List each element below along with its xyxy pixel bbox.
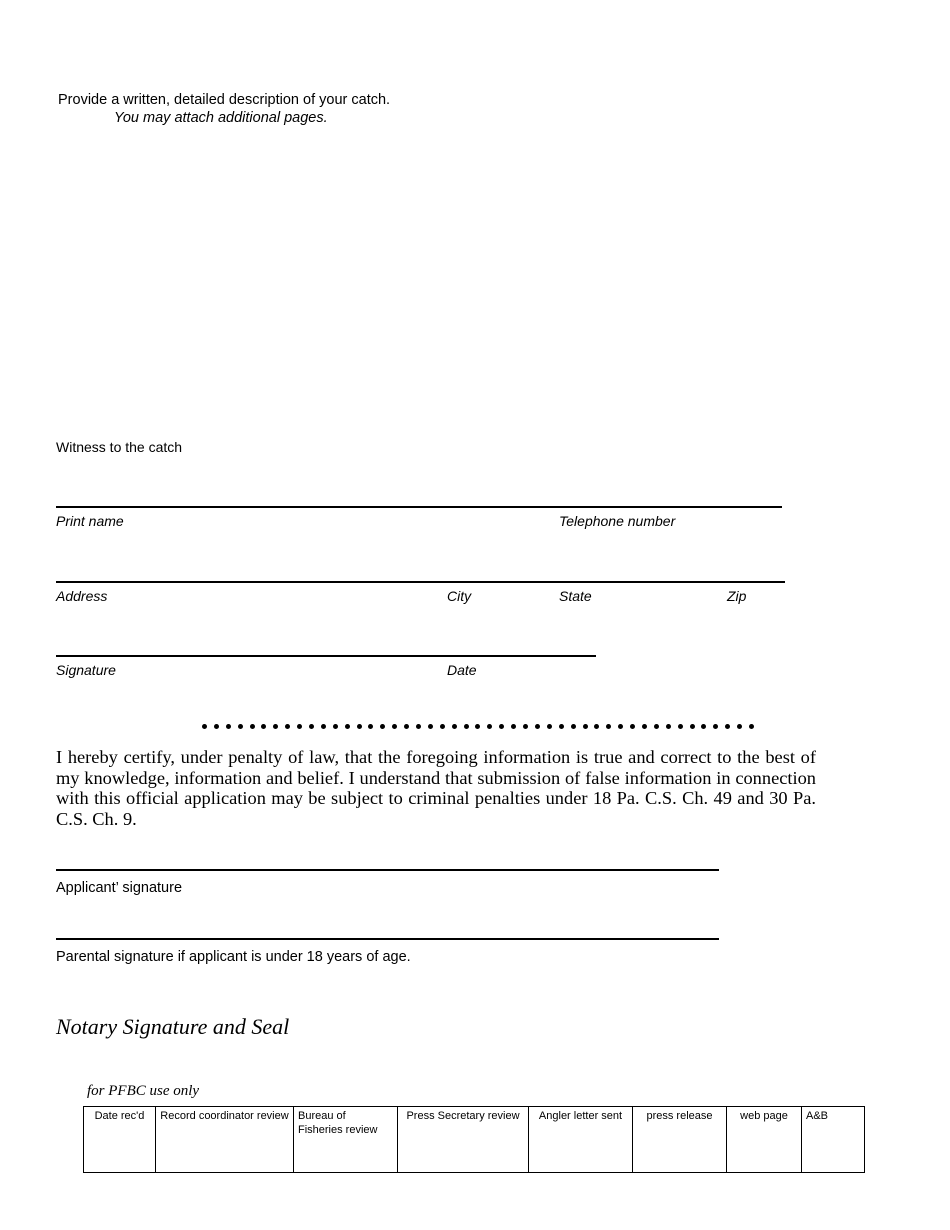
address-line[interactable]	[56, 581, 785, 583]
state-label: State	[559, 588, 592, 604]
telephone-label: Telephone number	[559, 513, 676, 529]
notary-title: Notary Signature and Seal	[56, 1014, 290, 1039]
witness-signature-label: Signature	[56, 662, 116, 678]
bureau-fisheries-cell[interactable]: Bureau of Fisheries review	[294, 1107, 398, 1173]
witness-date-label: Date	[447, 662, 477, 678]
pfbc-use-table	[83, 1106, 865, 1173]
print-name-label: Print name	[56, 513, 124, 529]
parental-signature-label: Parental signature if applicant is under 18 years of age.	[56, 949, 411, 965]
date-received-cell[interactable]: Date rec'd	[84, 1107, 156, 1173]
certification-text: I hereby certify, under penalty of law, that the foregoing information is true and correct to the best of my knowledge, information and belief. I understand that submission of false information in connection with this official application may be subject to criminal penalties under 18 Pa. C.S. Ch. 49 and 30 Pa. C.S. Ch. 9.	[56, 747, 816, 829]
witness-heading: Witness to the catch	[56, 439, 183, 455]
ab-cell[interactable]: A&B	[802, 1107, 865, 1173]
angler-letter-cell[interactable]: Angler letter sent	[529, 1107, 633, 1173]
press-release-cell[interactable]: press release	[633, 1107, 727, 1173]
print-name-line[interactable]	[56, 506, 782, 508]
press-secretary-cell[interactable]: Press Secretary review	[398, 1107, 529, 1173]
description-prompt: Provide a written, detailed description of your catch.	[58, 92, 391, 108]
dotted-separator	[202, 716, 754, 736]
record-coordinator-cell[interactable]: Record coordinator review	[156, 1107, 294, 1173]
applicant-signature-line[interactable]	[56, 869, 719, 871]
pfbc-caption: for PFBC use only	[87, 1083, 200, 1099]
applicant-signature-label: Applicant’ signature	[56, 880, 183, 896]
parental-signature-line[interactable]	[56, 938, 719, 940]
witness-signature-line[interactable]	[56, 655, 596, 657]
city-label: City	[447, 588, 472, 604]
address-label: Address	[56, 588, 108, 604]
web-page-cell[interactable]: web page	[727, 1107, 802, 1173]
zip-label: Zip	[727, 588, 747, 604]
attach-pages-note: You may attach additional pages.	[114, 110, 328, 126]
